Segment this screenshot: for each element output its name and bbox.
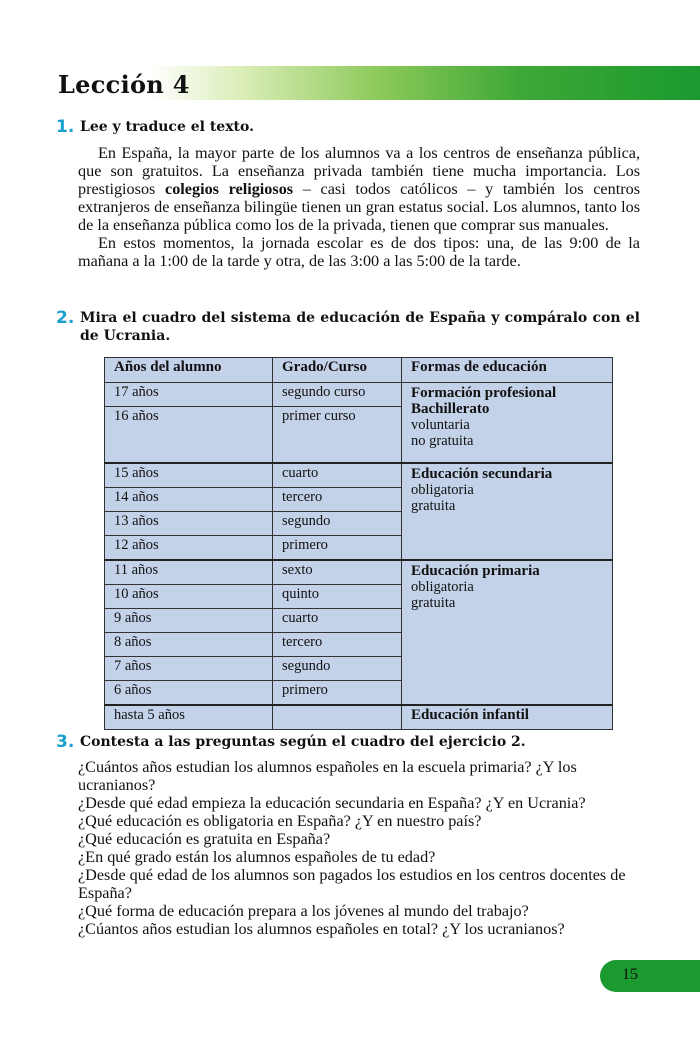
grade-cell: segundo curso	[273, 383, 402, 407]
forms-note: gratuita	[411, 498, 456, 514]
exercise-1-title: Lee y traduce el texto.	[80, 119, 254, 135]
forms-primaria	[402, 560, 613, 705]
forms-title: Educación primaria	[411, 563, 540, 579]
age-cell: 13 años	[105, 512, 273, 536]
exercise-3-heading	[58, 733, 640, 751]
paragraph-2: En estos momentos, la jornada escolar es de dos tipos: una, de las 9:00 de la mañana a la 1:00 de la tarde y otra, de las 3:00 a las 5:00 de la tarde.	[78, 234, 640, 270]
exercise-3-number: 3.	[56, 732, 75, 752]
age-cell: 11 años	[105, 560, 273, 585]
forms-bachillerato	[402, 383, 613, 464]
forms-secundaria	[402, 463, 613, 560]
age-cell: 17 años	[105, 383, 273, 407]
paragraph-1-part-a: En España, la mayor parte de los alumnos va a los centros de enseñanza pública, que son gratuitos. La enseñanza privada también tiene mucha importancia. Los prestigiosos	[78, 144, 640, 198]
forms-note: obligatoria	[411, 579, 474, 595]
paragraph-1-part-b: – casi todos católicos – y también los centros extranjeros de enseñanza bilingüe tienen un gran estatus social. Los alumnos, tanto los de la enseñanza pública como los de la privada, tienen que comprar sus manuales.	[78, 180, 640, 234]
header-forms: Formas de educación	[402, 358, 613, 383]
exercise-3-title: Contesta a las preguntas según el cuadro del ejercicio 2.	[80, 734, 526, 750]
grade-cell: primero	[273, 681, 402, 706]
exercise-2-title: Mira el cuadro del sistema de educación de España y compáralo con el de Ucrania.	[80, 310, 640, 344]
list-item: ¿Qué educación es obligatoria en España? ¿Y en nuestro país?	[78, 812, 482, 830]
list-item: ¿Qué educación es gratuita en España?	[78, 830, 331, 848]
header-grade: Grado/Curso	[273, 358, 402, 383]
grade-cell: segundo	[273, 512, 402, 536]
grade-cell: cuarto	[273, 463, 402, 488]
list-item: ¿Desde qué edad de los alumnos son pagados los estudios en los centros docentes de España?	[78, 866, 626, 902]
forms-title: Formación profesional	[411, 385, 557, 401]
age-cell: 6 años	[105, 681, 273, 706]
page-number: 15	[622, 966, 638, 983]
grade-cell: primer curso	[273, 407, 402, 464]
age-cell: 10 años	[105, 585, 273, 609]
grade-cell: primero	[273, 536, 402, 561]
exercise-1-heading	[58, 118, 640, 136]
exercise-2-number: 2.	[56, 308, 75, 328]
age-cell: 9 años	[105, 609, 273, 633]
lesson-title: Lección 4	[58, 70, 190, 99]
list-item: ¿Cúantos años estudian los alumnos españoles en total? ¿Y los ucranianos?	[78, 920, 565, 938]
age-cell: 12 años	[105, 536, 273, 561]
grade-cell: cuarto	[273, 609, 402, 633]
age-cell: 15 años	[105, 463, 273, 488]
forms-note: no gratuita	[411, 433, 474, 449]
forms-title: Bachillerato	[411, 401, 490, 417]
exercise-1-number: 1.	[56, 117, 75, 137]
list-item: ¿Qué forma de educación prepara a los jóvenes al mundo del trabajo?	[78, 902, 529, 920]
list-item: ¿Desde qué edad empieza la educación secundaria en España? ¿Y en Ucrania?	[78, 794, 586, 812]
grade-cell: tercero	[273, 633, 402, 657]
exercise-2-heading	[58, 309, 640, 345]
grade-cell: tercero	[273, 488, 402, 512]
list-item: ¿En qué grado están los alumnos españoles de tu edad?	[78, 848, 436, 866]
education-system-table	[104, 357, 613, 730]
table-row	[105, 463, 613, 488]
grade-cell: quinto	[273, 585, 402, 609]
forms-note: voluntaria	[411, 417, 470, 433]
paragraph-1-bold: colegios religiosos	[165, 180, 294, 198]
question-list	[78, 758, 648, 938]
forms-note: gratuita	[411, 595, 456, 611]
exercise-1-text	[78, 144, 640, 270]
age-cell: 16 años	[105, 407, 273, 464]
table-row	[105, 560, 613, 585]
table-header-row	[105, 358, 613, 383]
age-cell: 14 años	[105, 488, 273, 512]
forms-title: Educación secundaria	[411, 466, 553, 482]
header-age: Años del alumno	[105, 358, 273, 383]
paragraph-1	[78, 144, 640, 234]
age-cell: hasta 5 años	[105, 705, 273, 730]
table-row	[105, 383, 613, 407]
grade-cell	[273, 705, 402, 730]
forms-infantil: Educación infantil	[402, 705, 613, 730]
list-item: ¿Cuántos años estudian los alumnos españoles en la escuela primaria? ¿Y los ucranianos?	[78, 758, 577, 794]
forms-note: obligatoria	[411, 482, 474, 498]
age-cell: 8 años	[105, 633, 273, 657]
table-row	[105, 705, 613, 730]
age-cell: 7 años	[105, 657, 273, 681]
grade-cell: sexto	[273, 560, 402, 585]
grade-cell: segundo	[273, 657, 402, 681]
